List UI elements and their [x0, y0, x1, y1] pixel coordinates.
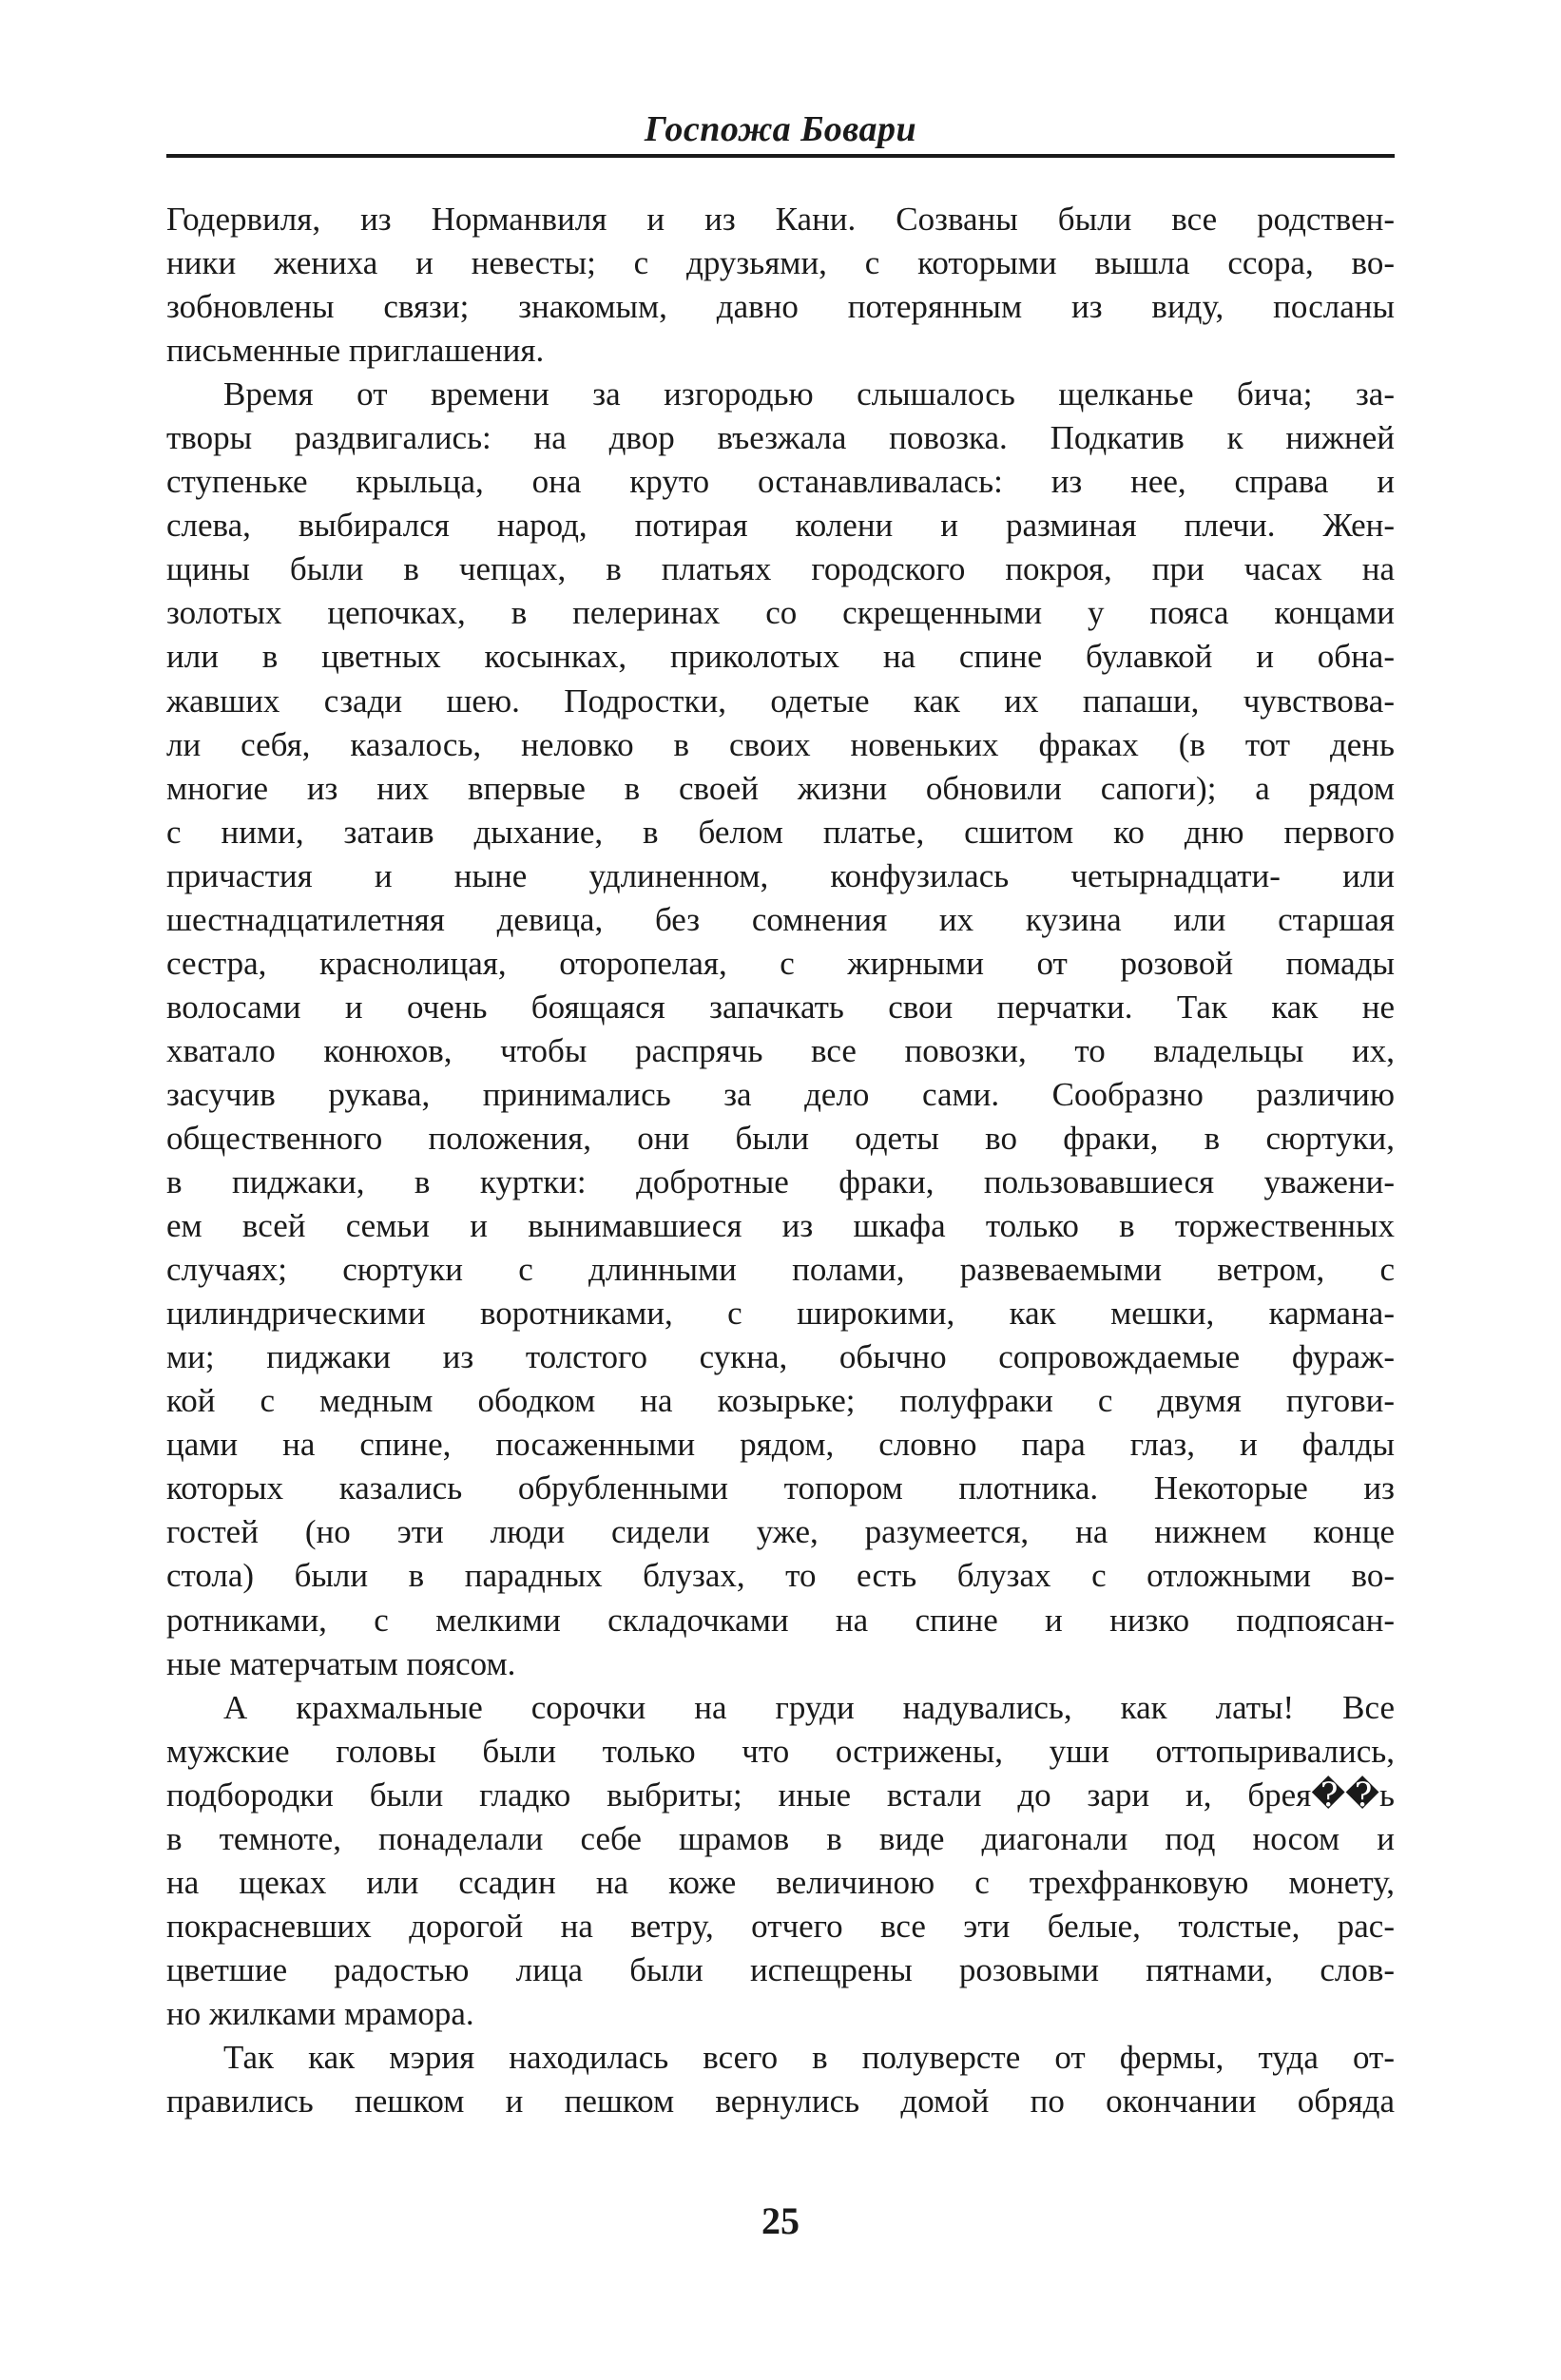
text-line: общественного положения, они были одеты во фраки, в сюртуки, [166, 1119, 1395, 1157]
text-line: слева, выбирался народ, потирая колени и разминая плечи. Жен- [166, 507, 1395, 545]
text-line: шестнадцатилетняя девица, без сомнения их кузина или старшая [166, 900, 1395, 938]
text-line: засучив рукава, принимались за дело сами. Сообразно различию [166, 1075, 1395, 1113]
text-line: в темноте, понаделали себе шрамов в виде диагонали под носом и [166, 1819, 1395, 1857]
text-line: в пиджаки, в куртки: добротные фраки, пользовавшиеся уважени- [166, 1163, 1395, 1201]
text-line: причастия и ныне удлиненном, конфузилась четырнадцати- или [166, 856, 1395, 894]
text-line: цами на спине, посаженными рядом, словно пара глаз, и фалды [166, 1426, 1395, 1464]
text-line: ные матерчатым поясом. [166, 1644, 516, 1682]
text-line: с ними, затаив дыхание, в белом платье, сшитом ко дню первого [166, 813, 1395, 851]
paragraph [166, 373, 1395, 1685]
text-line: ники жениха и невесты; с друзьями, с которыми вышла ссора, во- [166, 244, 1395, 282]
text-line: случаях; сюртуки с длинными полами, развеваемыми ветром, с [166, 1251, 1395, 1289]
text-line: щины были в чепцах, в платьях городского покроя, при часах на [166, 550, 1395, 588]
text-line: на щеках или ссадин на коже величиною с трехфранковую монету, [166, 1863, 1395, 1901]
text-line: цветшие радостью лица были испещрены розовыми пятнами, слов- [166, 1950, 1395, 1988]
text-line: волосами и очень боящаяся запачкать свои перчатки. Так как не [166, 988, 1395, 1026]
text-line: Так как мэрия находилась всего в полуверсте от фермы, туда от- [223, 2038, 1395, 2076]
text-line: письменные приглашения. [166, 332, 545, 370]
text-line: зобновлены связи; знакомым, давно потерянным из виду, посланы [166, 288, 1395, 326]
paragraph [166, 2036, 1395, 2123]
text-line: жавших сзади шею. Подростки, одетые как их папаши, чувствова- [166, 681, 1395, 720]
text-line: цилиндрическими воротниками, с широкими, как мешки, кармана- [166, 1295, 1395, 1333]
text-line: многие из них впервые в своей жизни обновили сапоги); а рядом [166, 769, 1395, 807]
text-line: покрасневших дорогой на ветру, отчего все эти белые, толстые, рас- [166, 1907, 1395, 1945]
paragraph [166, 1686, 1395, 2036]
running-header [166, 106, 1395, 158]
text-line: ем всей семьи и вынимавшиеся из шкафа только в торжественных [166, 1207, 1395, 1245]
text-line: стола) были в парадных блузах, то есть блузах с отложными во- [166, 1557, 1395, 1595]
text-line: ли себя, казалось, неловко в своих новеньких фраках (в тот день [166, 725, 1395, 763]
text-line: кой с медным ободком на козырьке; полуфраки с двумя пугови- [166, 1382, 1395, 1420]
text-line: которых казались обрубленными топором плотника. Некоторые из [166, 1469, 1395, 1507]
text-line: подбородки были гладко выбриты; иные встали до зари и, брея��ь [166, 1775, 1395, 1814]
text-line: хватало конюхов, чтобы распрячь все повозки, то владельцы их, [166, 1031, 1395, 1069]
text-line: мужские головы были только что острижены, уши оттопыривались, [166, 1732, 1395, 1770]
text-line: гостей (но эти люди сидели уже, разумеется, на нижнем конце [166, 1513, 1395, 1551]
text-line: ми; пиджаки из толстого сукна, обычно сопровождаемые фураж- [166, 1338, 1395, 1376]
paragraph [166, 198, 1395, 373]
body-text [166, 198, 1395, 2123]
text-line: творы раздвигались: на двор въезжала повозка. Подкатив к нижней [166, 419, 1395, 457]
text-line: правились пешком и пешком вернулись домой по окончании обряда [166, 2082, 1395, 2121]
text-line: золотых цепочках, в пелеринах со скрещенными у пояса концами [166, 594, 1395, 632]
running-header-title: Госпожа Бовари [644, 109, 917, 149]
text-line: Время от времени за изгородью слышалось щелканье бича; за- [223, 375, 1395, 413]
text-line: или в цветных косынках, приколотых на спине булавкой и обна- [166, 638, 1395, 676]
text-line: ступеньке крыльца, она круто останавливалась: из нее, справа и [166, 463, 1395, 501]
text-line: Годервиля, из Норманвиля и из Кани. Созваны были все родствен- [166, 201, 1395, 238]
page-number: 25 [761, 2199, 800, 2242]
text-line: сестра, краснолицая, оторопелая, с жирными от розовой помады [166, 944, 1395, 982]
text-line: но жилками мрамора. [166, 1994, 474, 2032]
text-line: А крахмальные сорочки на груди надувались, как латы! Все [223, 1688, 1395, 1726]
text-line: ротниками, с мелкими складочками на спине и низко подпоясан- [166, 1601, 1395, 1639]
